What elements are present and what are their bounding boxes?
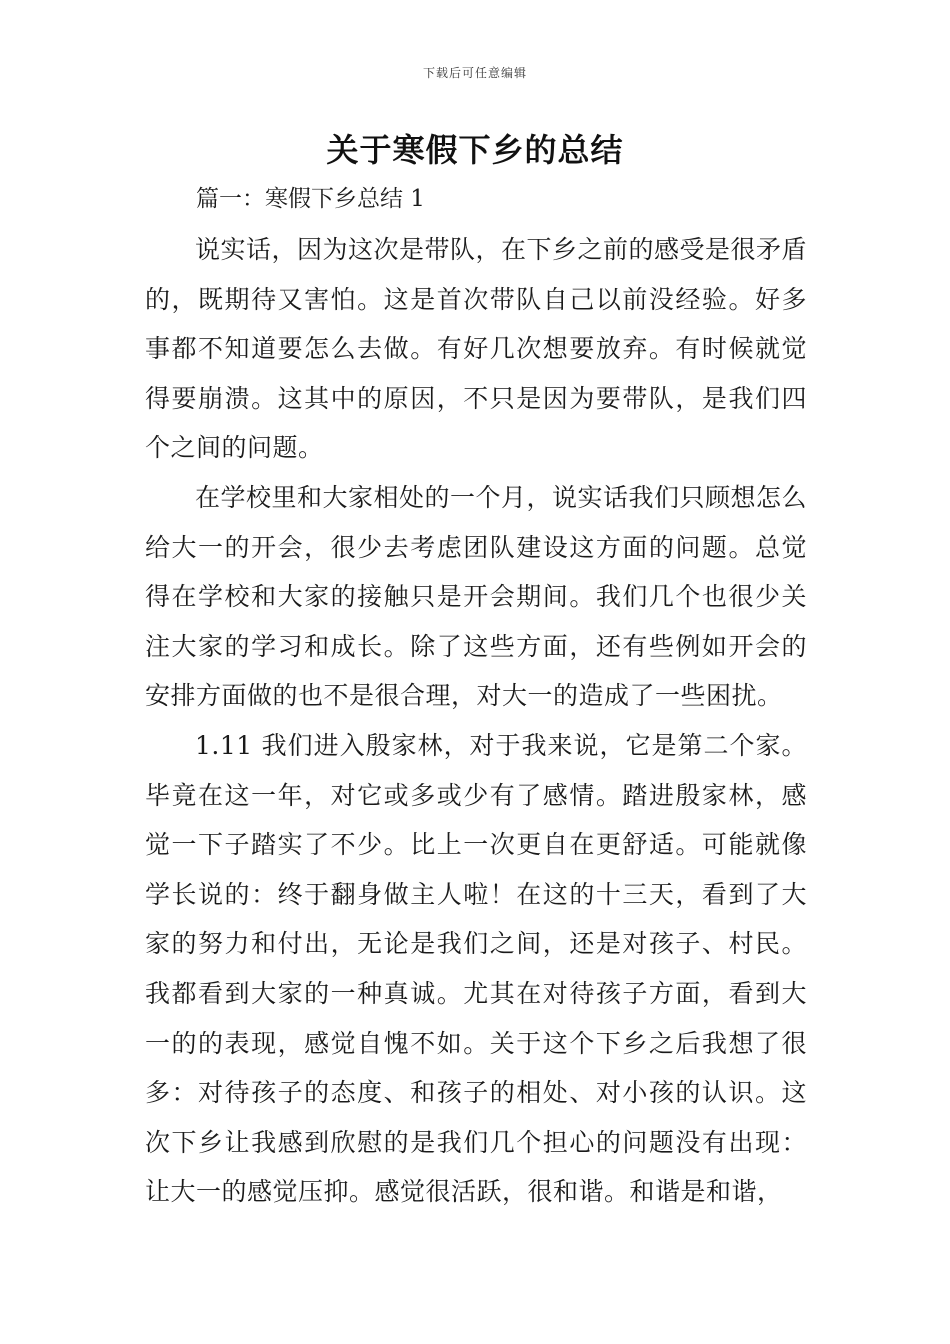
page-header-note: 下载后可任意编辑 [422, 66, 527, 80]
paragraph-2: 在学校里和大家相处的一个月，说实话我们只顾想怎么给大一的开会，很少去考虑团队建设这方面的问题。总觉得在学校和大家的接触只是开会期间。我们几个也很少关注大家的学习和成长。除了这些方面，还有些例如开会的安排方面做的也不是很合理，对大一的造成了一些困扰。 [145, 482, 808, 711]
paragraph-1: 说实话，因为这次是带队，在下乡之前的感受是很矛盾的，既期待又害怕。这是首次带队自己以前没经验。好多事都不知道要怎么去做。有好几次想要放弃。有时候就觉得要崩溃。这其中的原因，不只是因为要带队，是我们四个之间的问题。 [145, 235, 808, 463]
document-body [145, 225, 807, 1217]
document-title: 关于寒假下乡的总结 [326, 131, 624, 169]
paragraph-3: 1.11 我们进入殷家林，对于我来说，它是第二个家。毕竟在这一年，对它或多或少有了感情。踏进殷家林，感觉一下子踏实了不少。比上一次更自在更舒适。可能就像学长说的：终于翻身做主人啦！在这的十三天，看到了大家的努力和付出，无论是我们之间，还是对孩子、村民。我都看到大家的一种真诚。尤其在对待孩子方面，看到大一的的表现，感觉自愧不如。关于这个下乡之后我想了很多：对待孩子的态度、和孩子的相处、对小孩的认识。这次下乡让我感到欣慰的是我们几个担心的问题没有出现：让大一的感觉压抑。感觉很活跃，很和谐。和谐是和谐， [145, 730, 807, 1207]
section-heading: 篇一：寒假下乡总结 1 [196, 186, 425, 212]
